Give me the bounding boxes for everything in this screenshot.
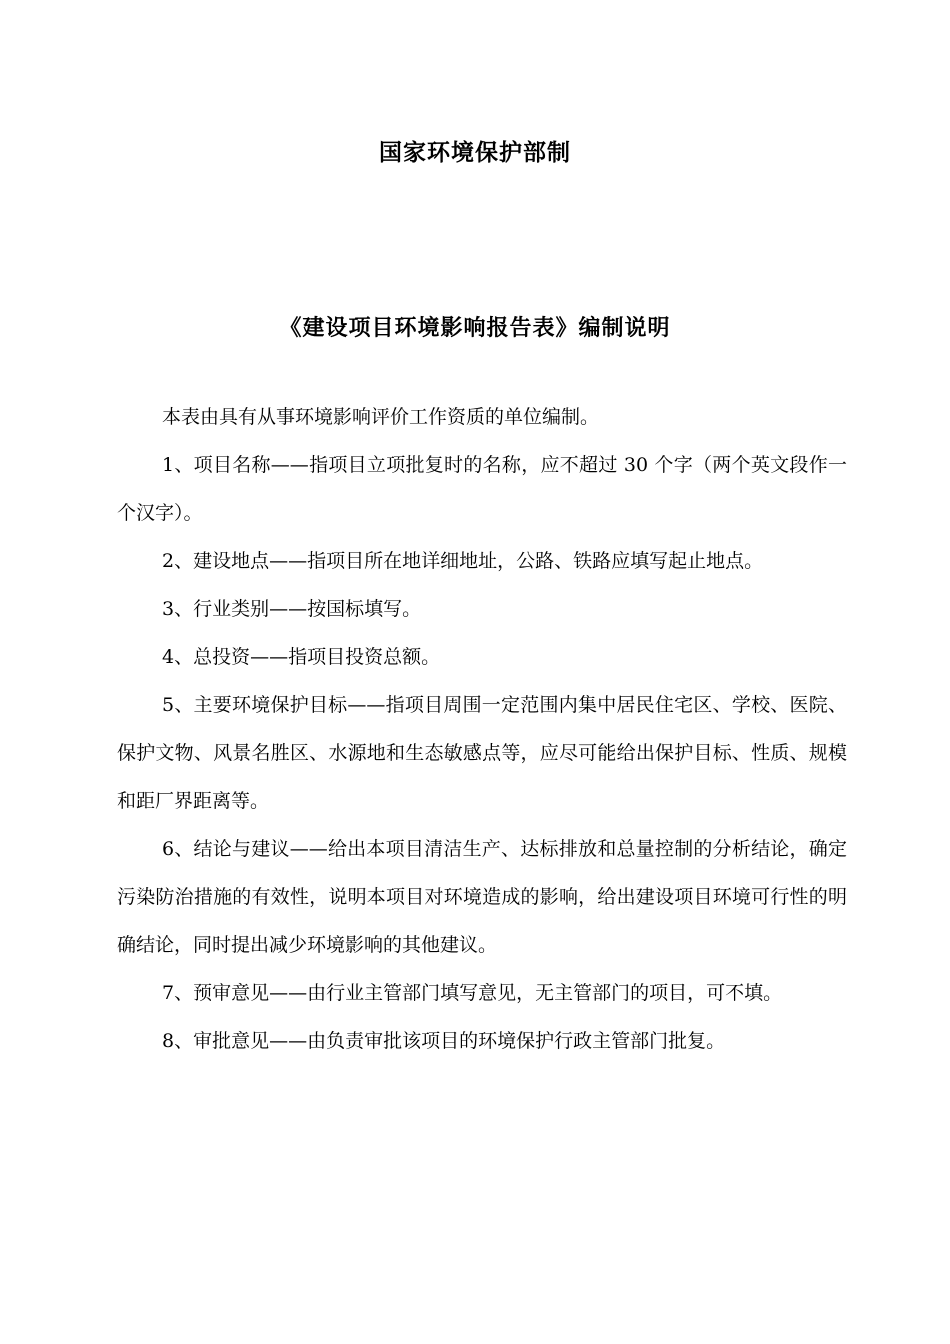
item-construction-site: 2、建设地点——指项目所在地详细地址，公路、铁路应填写起止地点。	[162, 550, 764, 572]
item-preliminary-review: 7、预审意见——由行业主管部门填写意见，无主管部门的项目，可不填。	[162, 982, 783, 1004]
item-industry-category: 3、行业类别——按国标填写。	[162, 598, 422, 620]
item-project-name: 1、项目名称——指项目立项批复时的名称，应不超过 30 个字（两个英文段作一个汉字）。	[117, 454, 847, 524]
item-total-investment: 4、总投资——指项目投资总额。	[162, 646, 441, 668]
item-conclusions: 6、结论与建议——给出本项目清洁生产、达标排放和总量控制的分析结论，确定污染防治措施的有效性，说明本项目对环境造成的影响，给出建设项目环境可行性的明确结论，同时提出减少环境影响的其他建议。	[117, 838, 847, 956]
issuer-heading: 国家环境保护部制	[379, 140, 571, 166]
item-protection-targets: 5、主要环境保护目标——指项目周围一定范围内集中居民住宅区、学校、医院、保护文物、风景名胜区、水源地和生态敏感点等，应尽可能给出保护目标、性质、规模和距厂界距离等。	[117, 694, 847, 812]
document-title: 《建设项目环境影响报告表》编制说明	[279, 315, 671, 341]
intro-paragraph: 本表由具有从事环境影响评价工作资质的单位编制。	[162, 406, 600, 428]
item-approval-opinion: 8、审批意见——由负责审批该项目的环境保护行政主管部门批复。	[162, 1030, 726, 1052]
instructions-body	[117, 393, 847, 1065]
